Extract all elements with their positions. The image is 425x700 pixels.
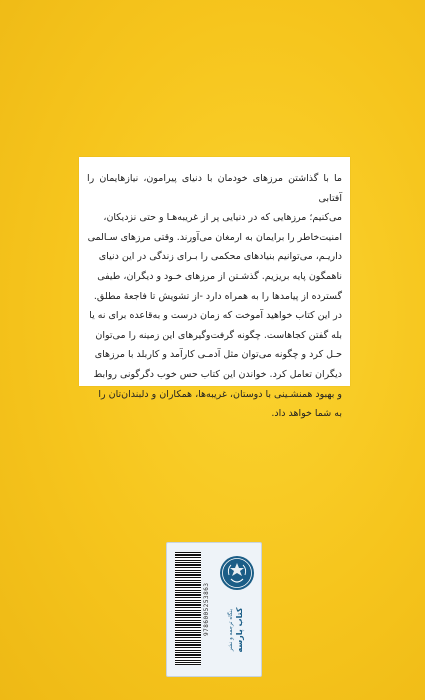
isbn-digits: 9786005253863 (203, 582, 210, 636)
publisher-logo-icon (219, 555, 255, 591)
barcode (175, 552, 201, 665)
blurb-panel (79, 157, 350, 420)
publisher-line-2: کتاب پارسه (235, 607, 244, 653)
blurb-line: دیگران تعامل کرد. خواندن این کتاب حس خوب دگرگونی روابط (93, 368, 342, 380)
barcode-box (166, 542, 262, 677)
blurb-line: ما با گذاشتن مرزهای خودمان با دنیای پیرامون، نیازهایمان را آفتابی (87, 173, 342, 204)
blurb-line: و بهبود همنشـینی با دوستان، غریبه‌ها، همکاران و دلبندان‌تان را (98, 388, 342, 400)
blurb-line: به شما خواهد داد. (271, 408, 342, 420)
blurb-line: بله گفتن کجاهاست. چگونه گرفت‌وگیرهای این زمینه را می‌توان (95, 329, 342, 341)
blurb-line: داریـم، می‌توانیم بنیادهای محکمی را بـرای زندگی در این دنیای (98, 251, 342, 263)
blurb-line: گسترده از پیامدها را به همراه دارد -از تشویش تا فاجعهٔ مطلق. (93, 290, 342, 302)
blurb-line: حـل کرد و چگونه می‌توان مثل آدمـی کارآمد و کاربلد با مرزهای (94, 349, 342, 361)
blurb-text (79, 157, 350, 424)
blurb-line: امنیت‌خاطر را برایمان به ارمغان می‌آورند. وقتی مرزهای سـالمی (87, 231, 342, 243)
blurb-line: در این کتاب خواهید آموخت که زمان درست و به‌قاعده برای نه یا (89, 310, 342, 322)
publisher-name (215, 595, 257, 665)
publisher-line-1: بنگاه ترجمه و نشر (228, 608, 234, 652)
blurb-line: می‌کنیم؛ مرزهایی که در دنیایی پر از غریبه‌هـا و حتی نزدیکان، (103, 212, 342, 224)
blurb-line: ناهمگون پایه بریزیم. گذشـتن از مرزهای خـود و دیگران، طیفی (97, 270, 342, 282)
